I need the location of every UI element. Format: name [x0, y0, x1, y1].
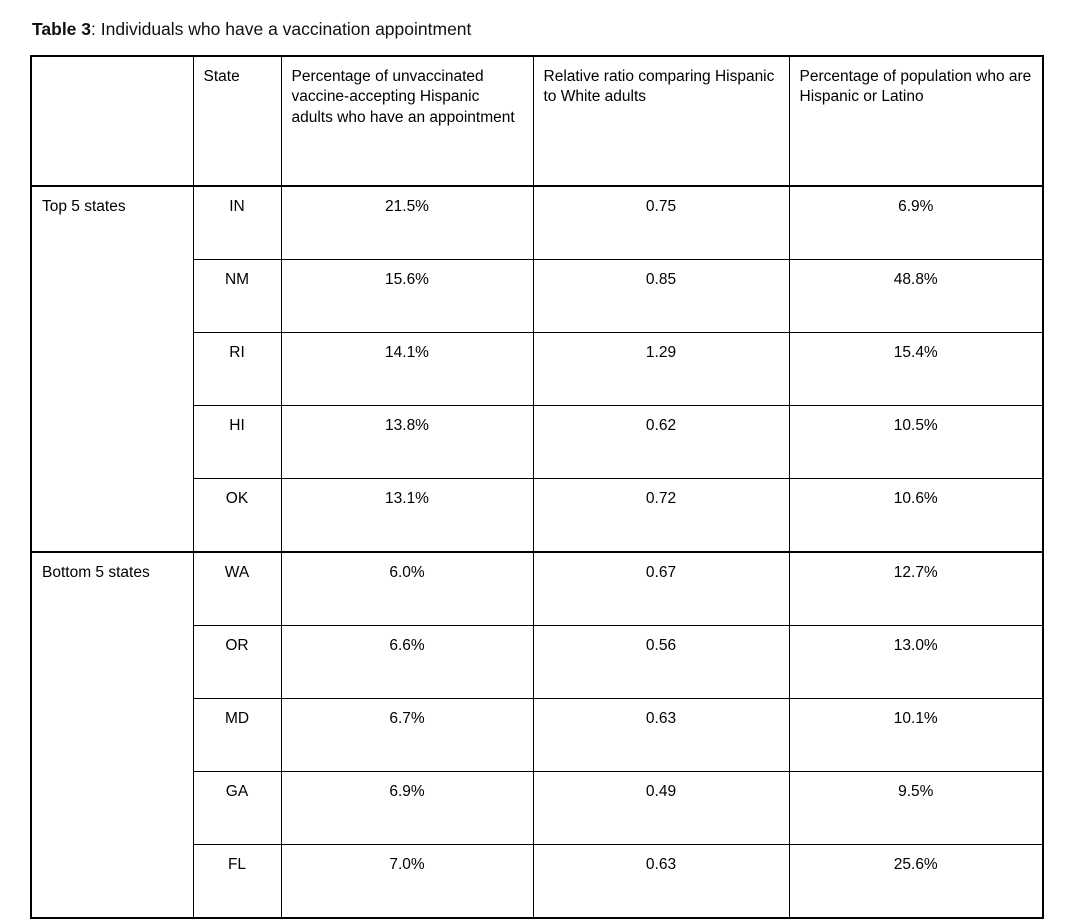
cell-pct-hispanic-population: 10.6%: [789, 478, 1043, 552]
cell-state: WA: [193, 552, 281, 626]
cell-pct-hispanic-population: 13.0%: [789, 625, 1043, 698]
cell-relative-ratio: 0.72: [533, 478, 789, 552]
cell-relative-ratio: 0.56: [533, 625, 789, 698]
cell-state: HI: [193, 405, 281, 478]
table-row: [31, 186, 1043, 260]
cell-state: OK: [193, 478, 281, 552]
cell-relative-ratio: 0.67: [533, 552, 789, 626]
cell-relative-ratio: 0.75: [533, 186, 789, 260]
cell-pct-appointment: 15.6%: [281, 259, 533, 332]
cell-state: GA: [193, 771, 281, 844]
cell-pct-hispanic-population: 12.7%: [789, 552, 1043, 626]
table-header-row: [31, 56, 1043, 186]
vaccination-appointment-table: [30, 55, 1044, 919]
cell-pct-hispanic-population: 10.5%: [789, 405, 1043, 478]
cell-pct-appointment: 6.6%: [281, 625, 533, 698]
cell-pct-hispanic-population: 10.1%: [789, 698, 1043, 771]
cell-state: RI: [193, 332, 281, 405]
header-cell-pct-hispanic-population: Percentage of population who are Hispanic or Latino: [789, 56, 1043, 186]
cell-pct-appointment: 6.7%: [281, 698, 533, 771]
cell-relative-ratio: 0.63: [533, 698, 789, 771]
cell-pct-hispanic-population: 15.4%: [789, 332, 1043, 405]
header-cell-state: State: [193, 56, 281, 186]
header-cell-blank: [31, 56, 193, 186]
cell-pct-appointment: 21.5%: [281, 186, 533, 260]
header-cell-relative-ratio: Relative ratio comparing Hispanic to White adults: [533, 56, 789, 186]
group-label-bottom: Bottom 5 states: [31, 552, 193, 918]
table-body: [31, 186, 1043, 918]
cell-pct-appointment: 6.0%: [281, 552, 533, 626]
cell-state: MD: [193, 698, 281, 771]
cell-pct-appointment: 13.1%: [281, 478, 533, 552]
group-label-top: Top 5 states: [31, 186, 193, 552]
cell-state: FL: [193, 844, 281, 918]
cell-pct-hispanic-population: 25.6%: [789, 844, 1043, 918]
cell-pct-appointment: 14.1%: [281, 332, 533, 405]
cell-pct-hispanic-population: 48.8%: [789, 259, 1043, 332]
cell-relative-ratio: 0.62: [533, 405, 789, 478]
cell-state: IN: [193, 186, 281, 260]
cell-relative-ratio: 0.85: [533, 259, 789, 332]
cell-relative-ratio: 0.63: [533, 844, 789, 918]
table-header: [31, 56, 1043, 186]
header-cell-pct-appointment: Percentage of unvaccinated vaccine-accepting Hispanic adults who have an appointment: [281, 56, 533, 186]
cell-pct-appointment: 7.0%: [281, 844, 533, 918]
table-caption-label: Table 3: [32, 19, 92, 39]
cell-pct-hispanic-population: 6.9%: [789, 186, 1043, 260]
table-caption-text: : Individuals who have a vaccination appointment: [91, 19, 472, 39]
cell-relative-ratio: 1.29: [533, 332, 789, 405]
cell-state: OR: [193, 625, 281, 698]
cell-relative-ratio: 0.49: [533, 771, 789, 844]
table-caption: [32, 18, 1044, 41]
cell-pct-hispanic-population: 9.5%: [789, 771, 1043, 844]
cell-pct-appointment: 6.9%: [281, 771, 533, 844]
table-row: [31, 552, 1043, 626]
cell-pct-appointment: 13.8%: [281, 405, 533, 478]
cell-state: NM: [193, 259, 281, 332]
